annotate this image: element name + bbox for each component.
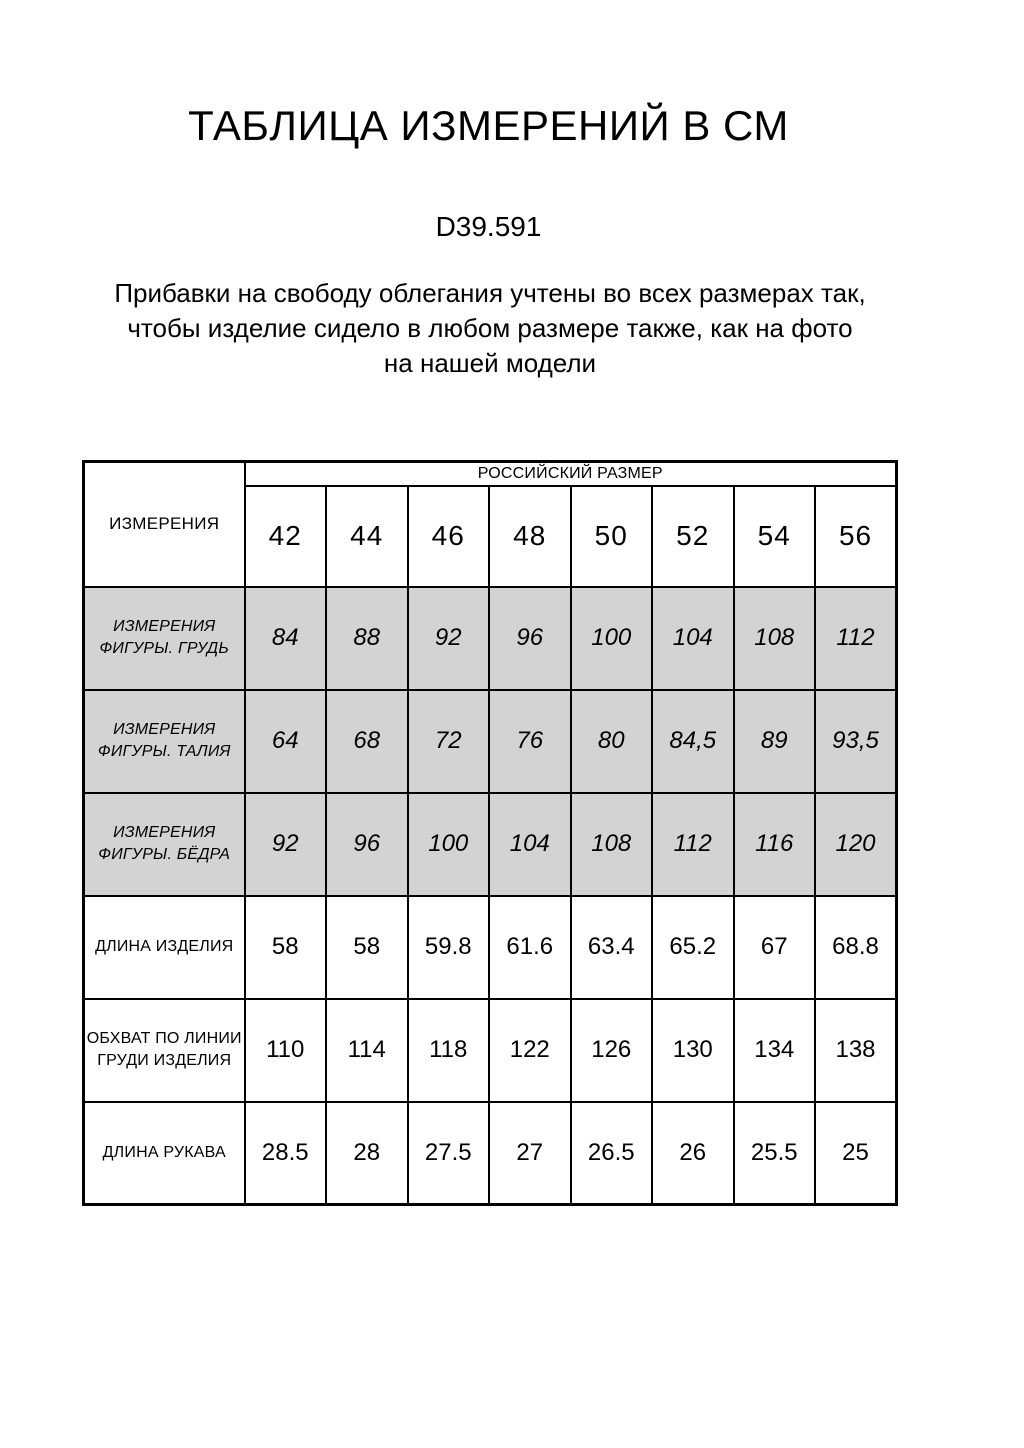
value-cell: 108: [734, 587, 816, 690]
table-row: [84, 999, 897, 1102]
table-row: [84, 587, 897, 690]
size-table: [82, 460, 898, 1206]
value-cell: 96: [326, 793, 408, 896]
value-cell: 89: [734, 690, 816, 793]
value-cell: 92: [408, 587, 490, 690]
value-cell: 88: [326, 587, 408, 690]
row-label: ИЗМЕРЕНИЯ ФИГУРЫ. ТАЛИЯ: [84, 690, 245, 793]
size-header: 56: [815, 486, 897, 587]
value-cell: 116: [734, 793, 816, 896]
row-label: ИЗМЕРЕНИЯ ФИГУРЫ. БЁДРА: [84, 793, 245, 896]
value-cell: 112: [815, 587, 897, 690]
value-cell: 138: [815, 999, 897, 1102]
value-cell: 100: [408, 793, 490, 896]
value-cell: 68.8: [815, 896, 897, 999]
row-label: ДЛИНА ИЗДЕЛИЯ: [84, 896, 245, 999]
value-cell: 28: [326, 1102, 408, 1205]
size-header: 42: [245, 486, 327, 587]
value-cell: 61.6: [489, 896, 571, 999]
value-cell: 27: [489, 1102, 571, 1205]
value-cell: 63.4: [571, 896, 653, 999]
size-header: 52: [652, 486, 734, 587]
value-cell: 28.5: [245, 1102, 327, 1205]
value-cell: 108: [571, 793, 653, 896]
page-title: ТАБЛИЦА ИЗМЕРЕНИЙ В СМ: [188, 102, 789, 149]
value-cell: 26: [652, 1102, 734, 1205]
value-cell: 110: [245, 999, 327, 1102]
value-cell: 112: [652, 793, 734, 896]
value-cell: 58: [245, 896, 327, 999]
value-cell: 65.2: [652, 896, 734, 999]
row-label: ОБХВАТ ПО ЛИНИИ ГРУДИ ИЗДЕЛИЯ: [84, 999, 245, 1102]
size-header: 54: [734, 486, 816, 587]
value-cell: 64: [245, 690, 327, 793]
row-label: ДЛИНА РУКАВА: [84, 1102, 245, 1205]
value-cell: 59.8: [408, 896, 490, 999]
value-cell: 114: [326, 999, 408, 1102]
table-row: [84, 896, 897, 999]
value-cell: 80: [571, 690, 653, 793]
table-row: [84, 1102, 897, 1205]
value-cell: 84,5: [652, 690, 734, 793]
fit-note: [40, 276, 940, 381]
value-cell: 134: [734, 999, 816, 1102]
row-label: ИЗМЕРЕНИЯ ФИГУРЫ. ГРУДЬ: [84, 587, 245, 690]
value-cell: 104: [652, 587, 734, 690]
value-cell: 126: [571, 999, 653, 1102]
value-cell: 92: [245, 793, 327, 896]
value-cell: 25.5: [734, 1102, 816, 1205]
value-cell: 72: [408, 690, 490, 793]
value-cell: 96: [489, 587, 571, 690]
table-row: [84, 793, 897, 896]
value-cell: 58: [326, 896, 408, 999]
value-cell: 84: [245, 587, 327, 690]
table-row: [84, 462, 897, 486]
table-row: [84, 690, 897, 793]
fit-note-line: чтобы изделие сидело в любом размере также, как на фото: [127, 313, 853, 343]
value-cell: 120: [815, 793, 897, 896]
value-cell: 68: [326, 690, 408, 793]
size-header: 48: [489, 486, 571, 587]
value-cell: 67: [734, 896, 816, 999]
value-cell: 100: [571, 587, 653, 690]
value-cell: 25: [815, 1102, 897, 1205]
value-cell: 104: [489, 793, 571, 896]
size-header: 46: [408, 486, 490, 587]
size-header: 44: [326, 486, 408, 587]
model-code: D39.591: [435, 211, 542, 242]
value-cell: 76: [489, 690, 571, 793]
size-header: 50: [571, 486, 653, 587]
value-cell: 122: [489, 999, 571, 1102]
value-cell: 118: [408, 999, 490, 1102]
value-cell: 93,5: [815, 690, 897, 793]
corner-header: ИЗМЕРЕНИЯ: [84, 462, 245, 587]
fit-note-line: на нашей модели: [383, 348, 597, 378]
value-cell: 130: [652, 999, 734, 1102]
size-group-header: РОССИЙСКИЙ РАЗМЕР: [245, 462, 897, 486]
value-cell: 26.5: [571, 1102, 653, 1205]
value-cell: 27.5: [408, 1102, 490, 1205]
fit-note-line: Прибавки на свободу облегания учтены во всех размерах так,: [114, 278, 866, 308]
